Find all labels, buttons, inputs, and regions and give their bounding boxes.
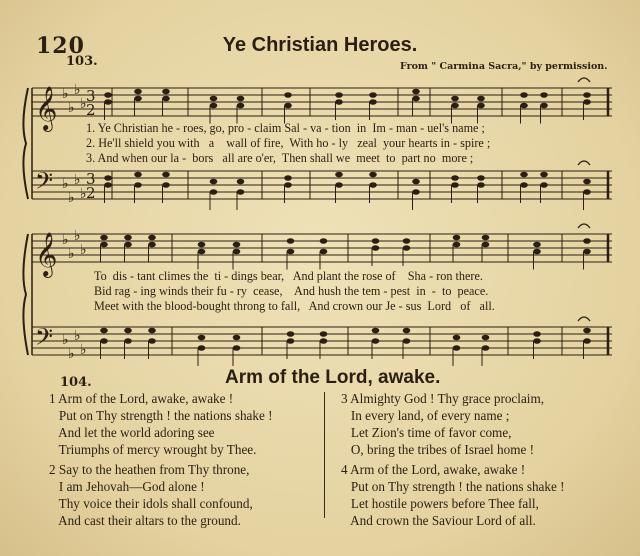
note-head xyxy=(233,242,241,248)
note-head xyxy=(210,189,218,195)
verse-line: 1 Arm of the Lord, awake, awake ! xyxy=(49,391,234,406)
note-head xyxy=(335,172,343,178)
note-head xyxy=(583,179,591,185)
note-head xyxy=(124,242,132,248)
bass-clef: 𝄢 xyxy=(35,323,54,356)
note-head xyxy=(477,175,485,181)
note-head xyxy=(583,249,591,255)
note-head xyxy=(477,96,485,102)
note-head xyxy=(287,249,295,255)
treble-clef: 𝄞 xyxy=(35,232,58,276)
note-head xyxy=(284,182,292,188)
note-head xyxy=(583,92,591,98)
note-head xyxy=(403,238,411,244)
note-head xyxy=(100,328,108,334)
note-head xyxy=(320,338,328,344)
verse-line: And let the world adoring see xyxy=(49,425,215,440)
lyric-line: Bid rag - ing winds their fu - ry cease, And hush the tem - pest in - to peace. xyxy=(94,284,489,298)
note-head xyxy=(451,96,459,102)
note-head xyxy=(134,182,142,188)
note-head xyxy=(320,238,328,244)
note-head xyxy=(198,249,206,255)
note-head xyxy=(520,92,528,98)
lyric-line: 1. Ye Christian he - roes, go, pro - claim Sal - va - tion in Im - man - uel's name ; xyxy=(86,121,485,135)
flat-sign: ♭ xyxy=(80,342,87,358)
lyric-line: Meet with the blood-bought throng to fall, And crown our Je - sus Lord of all. xyxy=(94,299,495,313)
treble-clef: 𝄞 xyxy=(35,86,58,130)
flat-sign: ♭ xyxy=(74,328,81,344)
note-head xyxy=(533,338,541,344)
note-head xyxy=(412,189,420,195)
note-head xyxy=(210,96,218,102)
note-head xyxy=(104,175,112,181)
flat-sign: ♭ xyxy=(62,332,69,348)
note-head xyxy=(403,338,411,344)
fermata xyxy=(578,161,590,165)
lyric-line: To dis - tant climes the ti - dings bear, And plant the rose of Sha - ron there. xyxy=(94,269,483,283)
note-head xyxy=(451,103,459,109)
lyric-line: 3. And when our la - bors all are o'er, Then shall we meet to part no more ; xyxy=(86,151,474,165)
verse-line: Triumphs of mercy wrought by Thee. xyxy=(49,442,257,457)
note-head xyxy=(520,172,528,178)
note-head xyxy=(320,249,328,255)
note-head xyxy=(482,235,490,241)
time-signature: 3 xyxy=(86,87,96,105)
note-head xyxy=(335,99,343,105)
note-head xyxy=(369,172,377,178)
note-head xyxy=(284,103,292,109)
note-head xyxy=(453,335,461,341)
note-head xyxy=(162,96,170,102)
flat-sign: ♭ xyxy=(68,190,75,206)
time-signature: 2 xyxy=(86,184,96,202)
note-head xyxy=(583,238,591,244)
note-head xyxy=(100,242,108,248)
verse-line: Put on Thy strength ! the nations shake ! xyxy=(341,479,565,494)
flat-sign: ♭ xyxy=(68,246,75,262)
note-head xyxy=(148,338,156,344)
verse-line: I am Jehovah—God alone ! xyxy=(49,479,205,494)
note-head xyxy=(583,338,591,344)
note-head xyxy=(198,242,206,248)
note-head xyxy=(287,338,295,344)
note-head xyxy=(533,249,541,255)
flat-sign: ♭ xyxy=(74,228,81,244)
note-head xyxy=(583,99,591,105)
page-number: 120 xyxy=(36,33,85,59)
note-head xyxy=(284,92,292,98)
note-head xyxy=(237,179,245,185)
note-head xyxy=(210,179,218,185)
verse-line: 2 Say to the heathen from Thy throne, xyxy=(49,462,250,477)
note-head xyxy=(233,335,241,341)
brace xyxy=(23,88,28,199)
note-head xyxy=(134,89,142,95)
note-head xyxy=(540,182,548,188)
note-head xyxy=(482,335,490,341)
note-head xyxy=(451,182,459,188)
note-head xyxy=(162,172,170,178)
note-head xyxy=(148,242,156,248)
note-head xyxy=(540,172,548,178)
verse-line: Let hostile powers before Thee fall, xyxy=(341,496,539,511)
note-head xyxy=(403,245,411,251)
note-head xyxy=(134,172,142,178)
note-head xyxy=(162,89,170,95)
hymn2-title: Arm of the Lord, awake. xyxy=(225,367,441,388)
note-head xyxy=(237,189,245,195)
note-head xyxy=(477,103,485,109)
verse-line: 4 Arm of the Lord, awake, awake ! xyxy=(341,462,526,477)
flat-sign: ♭ xyxy=(74,82,81,98)
note-head xyxy=(162,182,170,188)
hymn2-number: 104. xyxy=(60,375,92,390)
fermata xyxy=(578,317,590,321)
note-head xyxy=(210,103,218,109)
flat-sign: ♭ xyxy=(74,172,81,188)
note-head xyxy=(403,328,411,334)
note-head xyxy=(583,189,591,195)
note-head xyxy=(482,242,490,248)
note-head xyxy=(233,345,241,351)
note-head xyxy=(287,238,295,244)
note-head xyxy=(540,103,548,109)
note-head xyxy=(533,242,541,248)
note-head xyxy=(412,89,420,95)
lyric-line: 2. He'll shield you with a wall of fire, With ho - ly zeal your hearts in - spire ; xyxy=(86,136,491,150)
verse-line: O, bring the tribes of Israel home ! xyxy=(341,442,534,457)
verse-line: And crown the Saviour Lord of all. xyxy=(341,513,536,528)
note-head xyxy=(100,235,108,241)
note-head xyxy=(104,92,112,98)
note-head xyxy=(287,331,295,337)
note-head xyxy=(520,103,528,109)
note-head xyxy=(104,99,112,105)
verse-line: Thy voice their idols shall confound, xyxy=(49,496,253,511)
verse-line: 3 Almighty God ! Thy grace proclaim, xyxy=(341,391,545,406)
note-head xyxy=(134,96,142,102)
note-head xyxy=(124,338,132,344)
brace xyxy=(23,234,28,355)
note-head xyxy=(451,175,459,181)
note-head xyxy=(477,182,485,188)
note-head xyxy=(453,242,461,248)
note-head xyxy=(100,338,108,344)
column-divider xyxy=(324,392,325,518)
note-head xyxy=(369,99,377,105)
fermata xyxy=(578,78,590,82)
note-head xyxy=(482,345,490,351)
verse-line: And cast their altars to the ground. xyxy=(49,513,241,528)
note-head xyxy=(284,175,292,181)
note-head xyxy=(148,328,156,334)
flat-sign: ♭ xyxy=(62,232,69,248)
note-head xyxy=(335,92,343,98)
flat-sign: ♭ xyxy=(62,176,69,192)
note-head xyxy=(372,328,380,334)
note-head xyxy=(104,182,112,188)
note-head xyxy=(372,238,380,244)
flat-sign: ♭ xyxy=(80,96,87,112)
note-head xyxy=(237,96,245,102)
note-head xyxy=(320,331,328,337)
note-head xyxy=(412,96,420,102)
note-head xyxy=(233,249,241,255)
note-head xyxy=(453,345,461,351)
time-signature: 2 xyxy=(86,101,96,119)
note-head xyxy=(237,103,245,109)
hymn-credit: From " Carmina Sacra," by permission. xyxy=(400,61,608,72)
flat-sign: ♭ xyxy=(68,346,75,362)
note-head xyxy=(372,245,380,251)
note-head xyxy=(369,92,377,98)
note-head xyxy=(540,92,548,98)
note-head xyxy=(198,335,206,341)
note-head xyxy=(412,179,420,185)
time-signature: 3 xyxy=(86,170,96,188)
note-head xyxy=(533,331,541,337)
verse-line: Let Zion's time of favor come, xyxy=(341,425,512,440)
note-head xyxy=(372,338,380,344)
verse-line: In every land, of every name ; xyxy=(341,408,510,423)
flat-sign: ♭ xyxy=(62,86,69,102)
note-head xyxy=(520,182,528,188)
hymn-number: 103. xyxy=(66,54,98,69)
note-head xyxy=(335,182,343,188)
note-head xyxy=(124,328,132,334)
note-head xyxy=(583,328,591,334)
note-head xyxy=(453,235,461,241)
note-head xyxy=(124,235,132,241)
note-head xyxy=(369,182,377,188)
bass-clef: 𝄢 xyxy=(35,167,54,200)
fermata xyxy=(578,224,590,228)
note-head xyxy=(198,345,206,351)
flat-sign: ♭ xyxy=(80,186,87,202)
note-head xyxy=(148,235,156,241)
hymn-title: Ye Christian Heroes. xyxy=(222,34,418,56)
flat-sign: ♭ xyxy=(80,242,87,258)
verse-line: Put on Thy strength ! the nations shake ! xyxy=(49,408,273,423)
flat-sign: ♭ xyxy=(68,100,75,116)
